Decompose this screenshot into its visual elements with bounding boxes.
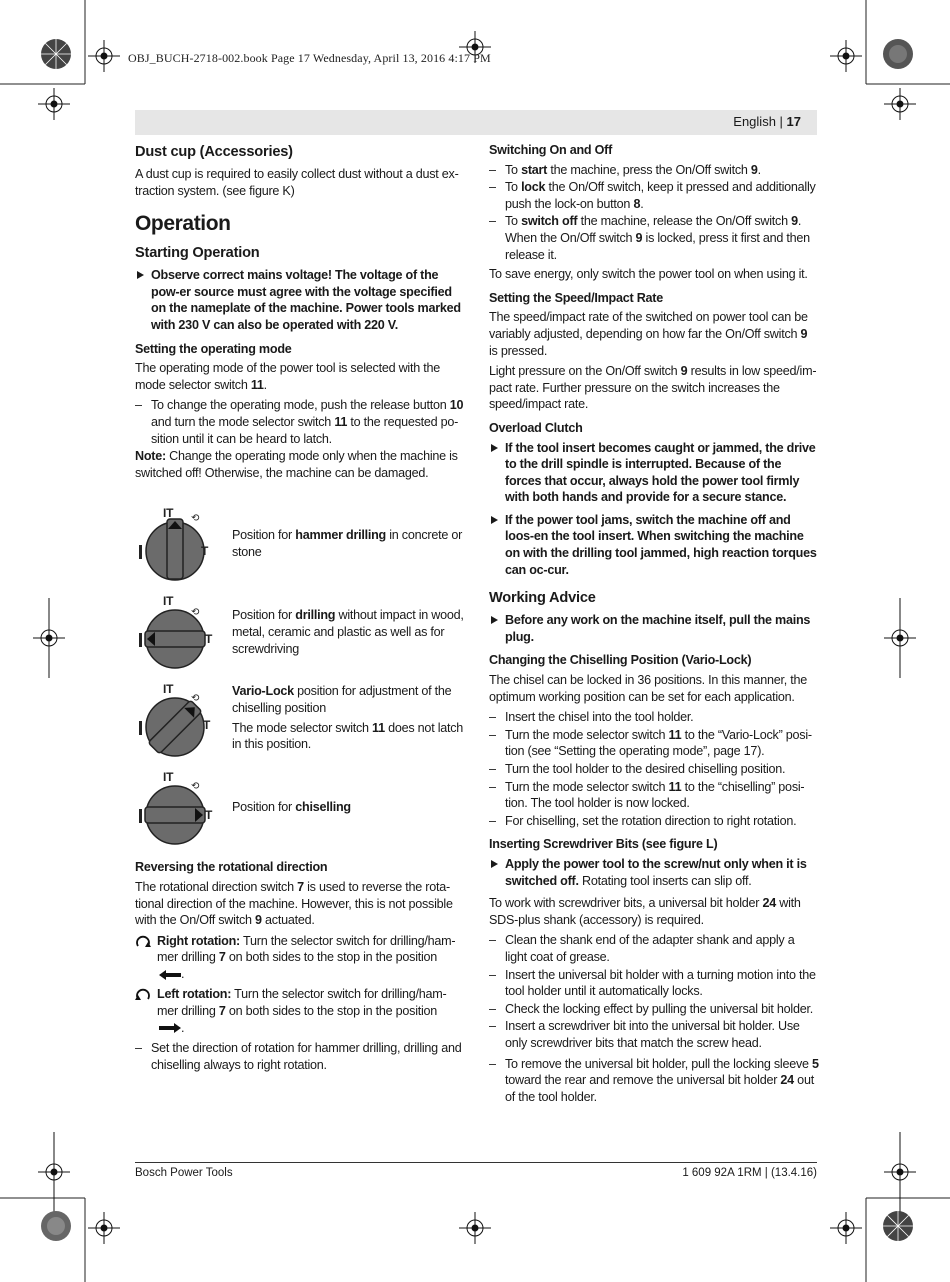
text-run: To [505, 214, 522, 229]
text-run: out of the tool holder. [505, 1073, 814, 1104]
ref-number: 5 [812, 1056, 819, 1071]
ref-number: 9 [255, 913, 262, 928]
speed-text [489, 309, 819, 359]
bullet-triangle-icon [137, 271, 144, 279]
mode-switch-drilling-icon [135, 593, 217, 677]
chisel-heading: Changing the Chiselling Position (Vario-Lock) [489, 653, 752, 668]
ref-number: 11 [668, 779, 682, 794]
operating-mode-heading: Setting the operating mode [135, 341, 292, 356]
text-run: . [181, 1020, 185, 1035]
text-run: . [181, 966, 185, 981]
starburst-mark-top-right [883, 39, 913, 69]
keyword: start [521, 162, 548, 177]
keyword: switch off [521, 214, 578, 229]
position-drilling-text [232, 607, 468, 657]
bits-heading: Inserting Screwdriver Bits (see figure L) [489, 837, 718, 852]
position-hammer-drilling-text [232, 527, 468, 560]
ref-number: 7 [218, 1004, 226, 1019]
text-run: is locked, press it first and then release it. [505, 230, 810, 262]
right-rotation-item [135, 933, 467, 983]
text-run: in concrete or stone [232, 528, 463, 559]
text-run: Turn the selector switch for drilling/ham-mer drilling [157, 987, 447, 1019]
voltage-warning-text: Observe correct mains voltage! The voltage of the pow-er source must agree with the voltage specified on the nameplate of the machine. Power tools marked with 230 V can also be operated with 220 V. [151, 268, 461, 332]
ref-number: 9 [635, 230, 643, 245]
dust-cup-text: A dust cup is required to easily collect dust without a dust ex-traction system. (see figure K) [135, 167, 459, 198]
file-info-line: OBJ_BUCH-2718-002.book Page 17 Wednesday, April 13, 2016 4:17 PM [128, 51, 491, 65]
operating-mode-text [135, 360, 467, 393]
voltage-warning [135, 267, 467, 333]
ref-number: 24 [780, 1073, 794, 1088]
page-number: 17 [786, 114, 801, 129]
switching-heading: Switching On and Off [489, 143, 613, 157]
ref-number: 11 [372, 720, 385, 735]
text-run: . [640, 196, 644, 211]
ref-number: 8 [633, 196, 641, 211]
svg-text:IT: IT [163, 594, 174, 609]
svg-text:T: T [205, 808, 213, 823]
text-run: Light pressure on the On/Off switch [489, 364, 681, 379]
svg-text:⟲: ⟲ [191, 513, 200, 525]
text-run: to the “chiselling” posi-tion. The tool holder is now locked. [505, 779, 805, 811]
text-run: on both sides to the stop in the position [225, 1004, 438, 1019]
position-vario-lock-text [232, 683, 468, 752]
working-advice-heading: Working Advice [489, 590, 596, 607]
bullet-triangle-icon [491, 516, 498, 524]
overload-warning-1 [489, 440, 819, 506]
overload-warning-2 [489, 512, 819, 578]
text-run: Position for [232, 528, 296, 543]
bits-step-1: – Clean the shank end of the adapter shank and apply a light coat of grease. [489, 932, 819, 965]
advice-warning [489, 612, 819, 645]
light-pressure-text [489, 363, 819, 413]
warning-text: Apply the power tool to the screw/nut only when it is switched off. [505, 856, 807, 888]
text-run: without impact in wood, metal, ceramic and plastic as well as for screwdriving [232, 608, 464, 656]
position-drilling [135, 593, 467, 681]
text-run: with SDS-plus shank (accessory) is required. [489, 896, 801, 927]
note-label: Note: [135, 449, 166, 464]
text-run: The speed/impact rate of the switched on power tool can be variably adjusted, depending on how far the On/Off switch [489, 310, 808, 341]
chisel-step-5: – For chiselling, set the rotation direction to right rotation. [489, 813, 819, 830]
text-run: Position for [232, 608, 296, 623]
page-header [135, 110, 817, 135]
ref-number: 9 [791, 214, 798, 229]
text-run: The rotational direction switch [135, 879, 298, 894]
text-run: Turn the selector switch for drilling/ham-mer drilling [157, 933, 456, 965]
bits-step-2: – Insert the universal bit holder with a turning motion into the tool holder until it automatically locks. [489, 967, 819, 1000]
chisel-text: The chisel can be locked in 36 positions. In this manner, the optimum working position can be set for each application. [489, 673, 807, 704]
text-run: to the “Vario-Lock” posi-tion (see “Setting the operating mode”, page 17). [505, 727, 812, 759]
note-text: Change the operating mode only when the machine is switched off! Otherwise, the machine can be damaged. [135, 449, 458, 480]
ref-number: 9 [800, 326, 808, 341]
mode-name: chiselling [295, 800, 351, 815]
svg-text:⟲: ⟲ [191, 607, 200, 619]
text-run: To work with screwdriver bits, a universal bit holder [489, 896, 763, 911]
svg-text:IT: IT [163, 770, 174, 785]
svg-text:T: T [201, 544, 209, 559]
right-column [489, 142, 819, 1106]
left-rotation-label: Left rotation: [157, 987, 232, 1002]
text-run: the machine, release the On/Off switch [577, 214, 792, 229]
text-run: is used to reverse the rota-tional direction of the machine. However, this is not possible with the On/Off switch [135, 879, 453, 928]
text-run: To change the operating mode, push the release button [151, 398, 450, 413]
text-run: . [263, 377, 267, 392]
text-run: To remove the universal bit holder, pull the locking sleeve [505, 1056, 813, 1071]
svg-text:T: T [203, 718, 211, 733]
chisel-step-4 [489, 779, 819, 812]
bits-step-4: – Insert a screwdriver bit into the universal bit holder. Use only screwdriver bits that match the screw head. [489, 1018, 819, 1051]
operating-mode-step [135, 397, 467, 447]
arrow-right-icon [159, 1023, 181, 1033]
text-run: The operating mode of the power tool is selected with the mode selector switch [135, 361, 440, 392]
text-run: Rotating tool inserts can slip off. [578, 873, 752, 888]
ref-number: 9 [750, 162, 758, 177]
bullet-triangle-icon [491, 860, 498, 868]
svg-text:T: T [205, 632, 213, 647]
switch-start-step [489, 162, 819, 179]
keyword: lock [521, 180, 546, 195]
bits-step-3: – Check the locking effect by pulling the universal bit holder. [489, 1001, 819, 1018]
text-run: on both sides to the stop in the position [225, 950, 438, 965]
text-run: and turn the mode selector switch [151, 414, 335, 429]
footer-rule [135, 1162, 817, 1163]
ref-number: 24 [762, 896, 776, 911]
save-energy-text: To save energy, only switch the power tool on when using it. [489, 267, 808, 282]
header-language: English [733, 114, 776, 129]
starting-operation-heading: Starting Operation [135, 245, 260, 262]
text-run: . [757, 162, 761, 177]
left-rotation-item [135, 986, 467, 1036]
text-run: To [505, 162, 522, 177]
position-chiselling [135, 769, 467, 857]
ref-number: 9 [680, 364, 688, 379]
speed-heading: Setting the Speed/Impact Rate [489, 290, 663, 305]
bullet-triangle-icon [491, 444, 498, 452]
ref-number: 11 [668, 727, 682, 742]
switch-lock-step [489, 179, 819, 212]
bits-step-5 [489, 1056, 819, 1106]
ref-number: 7 [297, 879, 304, 894]
mode-switch-chiselling-icon [135, 769, 217, 853]
warning-text: If the power tool jams, switch the machine off and loos-en the tool insert. When switching the machine on with the drilling tool jammed, high reaction torques can oc-cur. [505, 512, 817, 577]
starburst-mark-bottom-right [883, 1211, 913, 1241]
dust-cup-heading: Dust cup (Accessories) [135, 144, 293, 160]
starburst-mark-bottom-left [41, 1211, 71, 1241]
ref-number: 10 [449, 398, 464, 413]
text-run: To [505, 180, 522, 195]
reversing-text [135, 879, 467, 929]
right-rotation-icon [135, 935, 151, 949]
note-paragraph [135, 448, 467, 481]
header-separator: | [775, 114, 787, 129]
position-vario-lock [135, 681, 467, 769]
svg-text:⟲: ⟲ [191, 693, 200, 705]
svg-text:IT: IT [163, 506, 174, 521]
text-run: The mode selector switch [232, 720, 373, 735]
left-rotation-icon [135, 988, 151, 1002]
chisel-step-3: – Turn the tool holder to the desired chiselling position. [489, 761, 819, 778]
text-run: . When the On/Off switch [505, 214, 802, 245]
ref-number: 11 [250, 377, 264, 392]
left-column [135, 142, 467, 1074]
warning-text: Before any work on the machine itself, pull the mains plug. [505, 613, 811, 644]
chisel-step-2 [489, 727, 819, 760]
overload-heading: Overload Clutch [489, 420, 583, 435]
svg-text:IT: IT [163, 682, 174, 697]
text-run: Turn the mode selector switch [505, 779, 669, 794]
text-run: results in low speed/im-pact rate. Further pressure on the switch increases the speed/impact rate. [489, 364, 817, 412]
text-run: the machine, press the On/Off switch [547, 162, 751, 177]
reversing-heading: Reversing the rotational direction [135, 860, 328, 875]
starburst-mark-top-left [41, 39, 71, 69]
text-run: toward the rear and remove the universal bit holder [505, 1073, 781, 1088]
text-run: actuated. [261, 913, 315, 928]
header-text [733, 114, 801, 129]
mode-name: hammer drilling [295, 528, 386, 543]
ref-number: 7 [218, 950, 226, 965]
chisel-step-1: – Insert the chisel into the tool holder. [489, 709, 819, 726]
operation-heading: Operation [135, 212, 231, 236]
switch-off-step [489, 213, 819, 263]
text-run: the On/Off switch, keep it pressed and additionally push the lock-on button [505, 180, 816, 211]
footer-code: 1 609 92A 1RM | (13.4.16) [682, 1167, 817, 1179]
bits-text [489, 895, 819, 928]
footer-brand: Bosch Power Tools [135, 1167, 233, 1179]
mode-name: drilling [295, 608, 336, 623]
text-run: position for adjustment of the chiselling position [232, 684, 452, 715]
text-run: does not latch in this position. [232, 720, 464, 752]
svg-text:⟲: ⟲ [191, 781, 200, 793]
mode-switch-hammer-drilling-icon [135, 505, 217, 589]
mode-name: Vario-Lock [232, 684, 294, 699]
mode-switch-vario-lock-icon [135, 681, 217, 765]
text-run: is pressed. [489, 343, 548, 358]
arrow-left-icon [159, 970, 181, 980]
direction-step: – Set the direction of rotation for hammer drilling, drilling and chiselling always to right rotation. [135, 1040, 467, 1073]
right-rotation-label: Right rotation: [157, 933, 240, 948]
ref-number: 11 [334, 414, 348, 429]
bits-warning [489, 856, 819, 889]
bullet-triangle-icon [491, 616, 498, 624]
position-hammer-drilling [135, 505, 467, 593]
text-run: Turn the mode selector switch [505, 727, 669, 742]
position-chiselling-text [232, 799, 468, 816]
text-run: Position for [232, 800, 296, 815]
warning-text: If the tool insert becomes caught or jammed, the drive to the drill spindle is interrupted. Because of the forces that occur, always hold the power tool firmly with both hands and provide for a secure stance. [505, 440, 816, 505]
text-run: to the requested po-sition until it can be heard to latch. [151, 414, 459, 446]
